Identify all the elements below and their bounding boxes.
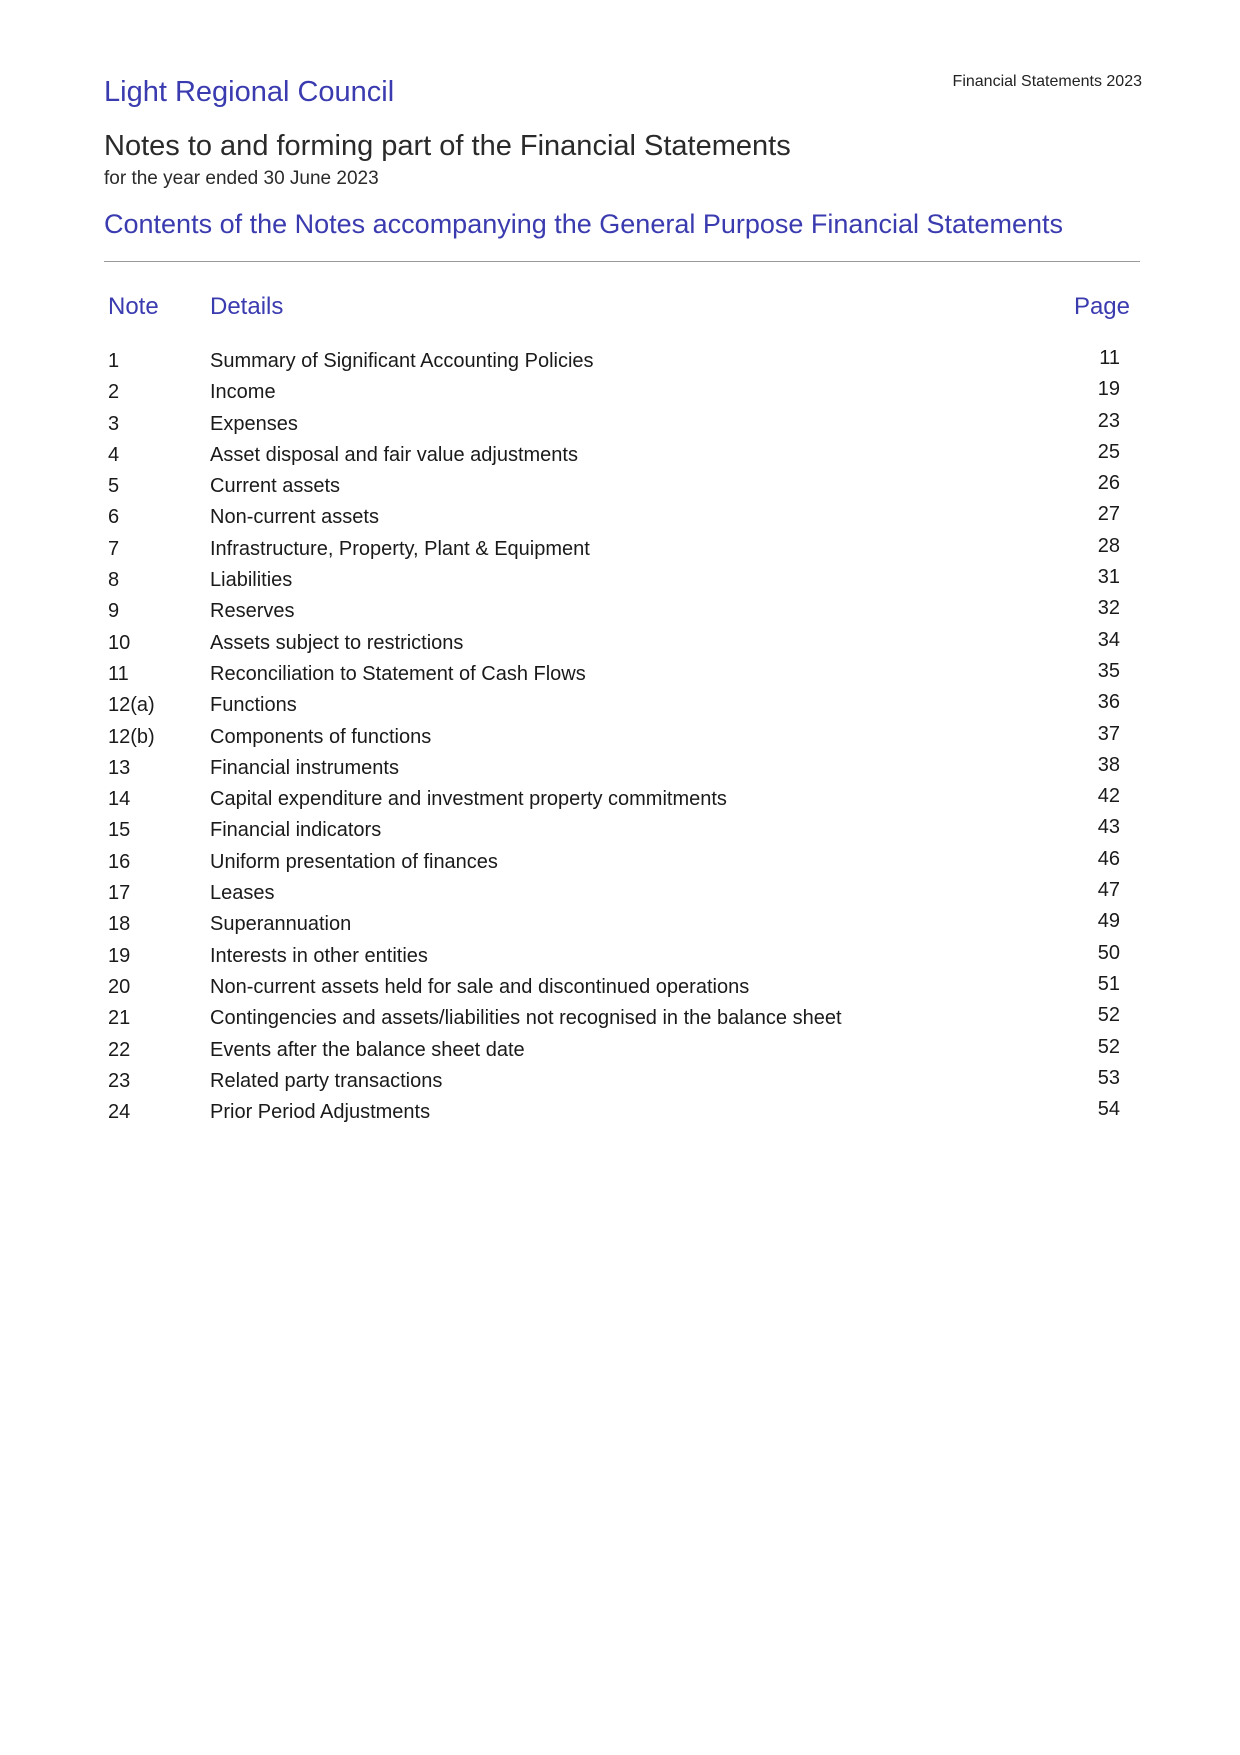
page-number: 43: [1097, 816, 1120, 839]
table-row: [108, 409, 1132, 440]
table-row: [108, 1097, 1132, 1128]
page-number: 54: [1097, 1098, 1120, 1121]
reporting-period: for the year ended 30 June 2023: [104, 168, 379, 189]
note-details: Infrastructure, Property, Plant & Equipment: [210, 537, 590, 560]
table-row: [108, 596, 1132, 627]
page-number: 26: [1097, 472, 1120, 495]
note-number: 21: [108, 1007, 131, 1030]
note-number: 10: [108, 631, 131, 654]
note-details: Reconciliation to Statement of Cash Flows: [210, 662, 586, 685]
table-row: [108, 784, 1132, 815]
note-details: Prior Period Adjustments: [210, 1101, 431, 1124]
page-number: 27: [1097, 503, 1120, 526]
page-number: 37: [1097, 722, 1120, 745]
table-row: [108, 346, 1132, 377]
note-number: 15: [108, 819, 131, 842]
note-details: Summary of Significant Accounting Policies: [210, 350, 594, 372]
page-number: 32: [1097, 597, 1120, 620]
note-number: 20: [108, 975, 131, 998]
page-number: 49: [1097, 910, 1120, 933]
table-row: [108, 753, 1132, 784]
note-details: Non-current assets held for sale and discontinued operations: [210, 975, 750, 998]
note-details: Interests in other entities: [210, 944, 428, 967]
page-number: 50: [1097, 941, 1120, 964]
note-details: Reserves: [210, 600, 295, 623]
note-details: Uniform presentation of finances: [210, 850, 498, 873]
table-row: [108, 628, 1132, 659]
table-row: [108, 471, 1132, 502]
note-number: 6: [108, 506, 120, 529]
table-row: [108, 690, 1132, 721]
divider: [104, 261, 1140, 262]
table-row: [108, 502, 1132, 533]
page-number: 23: [1097, 409, 1120, 432]
note-number: 23: [108, 1069, 131, 1092]
table-row: [108, 565, 1132, 596]
document-label: Financial Statements 2023: [952, 73, 1142, 90]
page-number: 19: [1097, 378, 1120, 401]
note-number: 17: [108, 882, 131, 905]
table-row: [108, 1035, 1132, 1066]
table-row: [108, 909, 1132, 940]
page-title: Notes to and forming part of the Financial Statements: [104, 130, 791, 162]
note-details: Expenses: [210, 412, 298, 435]
note-details: Leases: [210, 882, 275, 905]
note-number: 5: [108, 475, 120, 498]
table-row: [108, 847, 1132, 878]
page-number: 35: [1097, 659, 1120, 682]
page-number: 36: [1097, 691, 1120, 714]
page-number: 42: [1097, 785, 1120, 808]
page-number: 25: [1097, 440, 1120, 463]
note-number: 11: [108, 662, 129, 685]
note-details: Current assets: [210, 475, 341, 498]
page-number: 28: [1097, 534, 1120, 557]
page-number: 34: [1097, 628, 1120, 651]
note-number: 9: [108, 600, 120, 623]
note-details: Related party transactions: [210, 1069, 443, 1092]
column-header-details: Details: [210, 293, 284, 320]
note-number: 22: [108, 1038, 131, 1061]
table-row: [108, 659, 1132, 690]
note-number: 18: [108, 913, 131, 936]
note-details: Components of functions: [210, 725, 432, 748]
page-number: 52: [1097, 1004, 1120, 1027]
table-row: [108, 815, 1132, 846]
note-details: Financial instruments: [210, 756, 399, 779]
note-details: Financial indicators: [210, 819, 382, 842]
page-number: 31: [1097, 566, 1120, 589]
note-number: 2: [108, 381, 120, 404]
table-row: [108, 972, 1132, 1003]
note-details: Events after the balance sheet date: [210, 1038, 525, 1061]
contents-heading: Contents of the Notes accompanying the General Purpose Financial Statements: [104, 209, 1064, 239]
table-row: [108, 534, 1132, 565]
table-row: [108, 1066, 1132, 1097]
page-number: 47: [1097, 879, 1120, 902]
note-number: 24: [108, 1101, 131, 1124]
note-details: Superannuation: [210, 913, 352, 936]
note-number: 13: [108, 756, 131, 779]
note-details: Assets subject to restrictions: [210, 631, 464, 654]
table-row: [108, 878, 1132, 909]
table-row: [108, 440, 1132, 471]
column-header-page: Page: [1073, 293, 1130, 320]
note-details: Asset disposal and fair value adjustments: [210, 443, 578, 466]
note-details: Contingencies and assets/liabilities not recognised in the balance sheet: [210, 1007, 842, 1030]
page-number: 51: [1097, 972, 1120, 995]
notes-contents-list: [108, 346, 1132, 1128]
page-number: 52: [1097, 1035, 1120, 1058]
note-number: 1: [108, 350, 120, 372]
note-details: Income: [210, 381, 276, 404]
table-row: [108, 941, 1132, 972]
organization-name: Light Regional Council: [104, 76, 395, 108]
note-number: 8: [108, 569, 120, 592]
note-details: Non-current assets: [210, 506, 379, 529]
page-number: 38: [1097, 753, 1120, 776]
note-number: 16: [108, 850, 131, 873]
note-number: 12(a): [108, 694, 155, 717]
note-number: 3: [108, 412, 120, 435]
note-number: 7: [108, 537, 120, 560]
page-number: 46: [1097, 847, 1120, 870]
table-row: [108, 722, 1132, 753]
note-details: Liabilities: [210, 569, 293, 592]
note-number: 12(b): [108, 725, 155, 748]
page-number: 53: [1097, 1066, 1120, 1089]
note-details: Capital expenditure and investment property commitments: [210, 788, 727, 811]
note-details: Functions: [210, 694, 297, 717]
table-row: [108, 377, 1132, 408]
table-row: [108, 1003, 1132, 1034]
page-number: 11: [1099, 347, 1120, 369]
note-number: 19: [108, 944, 131, 967]
column-header-note: Note: [108, 293, 159, 320]
note-number: 14: [108, 788, 131, 811]
note-number: 4: [108, 443, 120, 466]
